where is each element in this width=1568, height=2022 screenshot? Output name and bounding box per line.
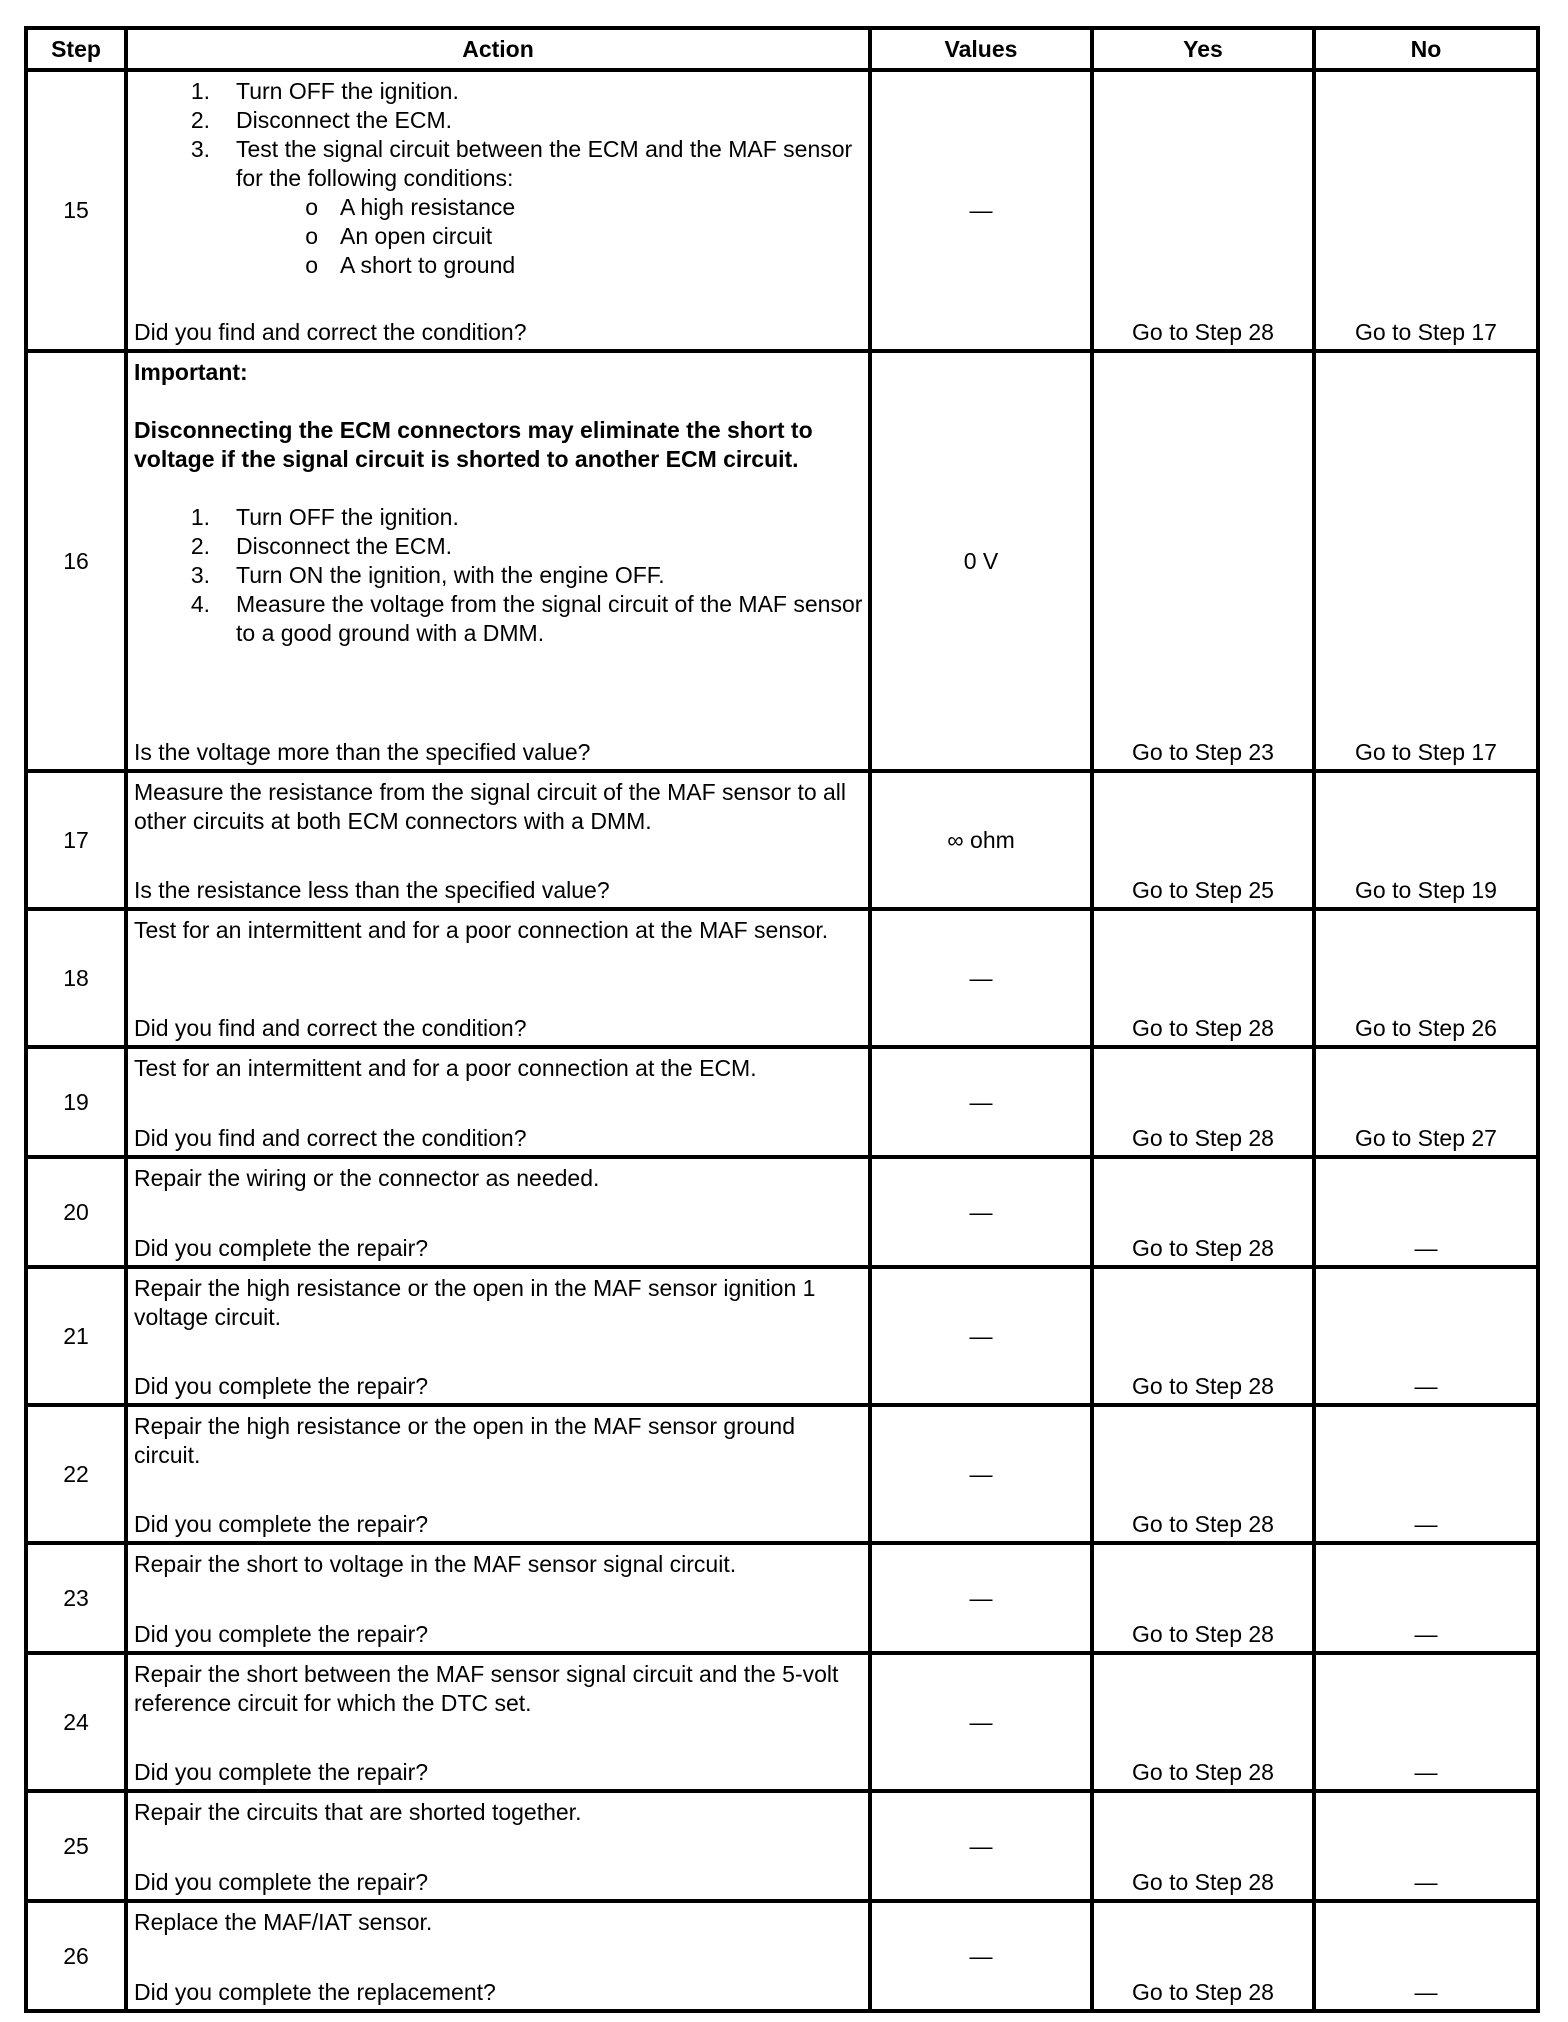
no-cell: —	[1314, 1405, 1538, 1543]
action-text: Repair the high resistance or the open in the MAF sensor ignition 1 voltage circuit.	[134, 1275, 816, 1330]
question-text: Did you find and correct the condition?	[134, 1015, 527, 1041]
action-cell	[126, 771, 870, 909]
header-values: Values	[870, 28, 1092, 70]
action-cell	[126, 1543, 870, 1653]
yes-cell: Go to Step 28	[1092, 1405, 1314, 1543]
value-cell: —	[870, 1047, 1092, 1157]
table-row-step-17	[26, 771, 1538, 909]
yes-cell: Go to Step 28	[1092, 1157, 1314, 1267]
table-row-step-23	[26, 1543, 1538, 1653]
table-row-step-19	[26, 1047, 1538, 1157]
table-row-step-16	[26, 351, 1538, 771]
list-item: o A short to ground	[305, 252, 516, 278]
value-cell: —	[870, 1653, 1092, 1791]
question-text: Is the voltage more than the specified value?	[134, 739, 591, 765]
yes-cell: Go to Step 28	[1092, 1791, 1314, 1901]
no-cell: —	[1314, 1653, 1538, 1791]
table-row-step-20	[26, 1157, 1538, 1267]
question-text: Did you complete the repair?	[134, 1869, 429, 1895]
conditions-list	[134, 193, 864, 280]
yes-cell: Go to Step 28	[1092, 1047, 1314, 1157]
table-row-step-22	[26, 1405, 1538, 1543]
table-row-step-25	[26, 1791, 1538, 1901]
action-text: Test for an intermittent and for a poor connection at the ECM.	[134, 1055, 757, 1081]
step-number: 24	[26, 1653, 126, 1791]
question-text: Did you complete the replacement?	[134, 1979, 496, 2005]
value-cell: —	[870, 1157, 1092, 1267]
action-cell	[126, 1405, 870, 1543]
action-cell	[126, 909, 870, 1047]
list-item: 3. Turn ON the ignition, with the engine OFF.	[190, 562, 665, 588]
step-number: 16	[26, 351, 126, 771]
action-cell	[126, 1791, 870, 1901]
question-text: Did you complete the repair?	[134, 1621, 429, 1647]
value-cell: —	[870, 70, 1092, 351]
table-row-step-26	[26, 1901, 1538, 2011]
list-item: 4. Measure the voltage from the signal circuit of the MAF sensor to a good ground with a DMM.	[190, 591, 863, 646]
action-cell	[126, 351, 870, 771]
yes-cell: Go to Step 25	[1092, 771, 1314, 909]
list-item: o An open circuit	[305, 223, 493, 249]
question-text: Did you complete the repair?	[134, 1759, 429, 1785]
no-cell: Go to Step 19	[1314, 771, 1538, 909]
question-text: Did you find and correct the condition?	[134, 1125, 527, 1151]
table-row-step-21	[26, 1267, 1538, 1405]
value-cell: —	[870, 1543, 1092, 1653]
no-cell: Go to Step 27	[1314, 1047, 1538, 1157]
step-number: 26	[26, 1901, 126, 2011]
step-number: 17	[26, 771, 126, 909]
header-yes: Yes	[1092, 28, 1314, 70]
action-text: Measure the resistance from the signal circuit of the MAF sensor to all other circuits at both ECM connectors with a DMM.	[134, 779, 847, 834]
no-cell: Go to Step 17	[1314, 70, 1538, 351]
table-row-step-24	[26, 1653, 1538, 1791]
important-note: Disconnecting the ECM connectors may eliminate the short to voltage if the signal circuit is shorted to another ECM circuit.	[134, 417, 813, 472]
no-cell: —	[1314, 1901, 1538, 2011]
action-cell	[126, 70, 870, 351]
list-item: 3. Test the signal circuit between the ECM and the MAF sensor for the following conditions:	[190, 136, 853, 191]
action-text: Test for an intermittent and for a poor connection at the MAF sensor.	[134, 917, 829, 943]
header-step: Step	[26, 28, 126, 70]
list-item: 2. Disconnect the ECM.	[190, 533, 453, 559]
value-cell: —	[870, 1267, 1092, 1405]
list-item: 1. Turn OFF the ignition.	[190, 504, 459, 530]
no-cell: —	[1314, 1267, 1538, 1405]
no-cell: —	[1314, 1157, 1538, 1267]
value-cell: —	[870, 1901, 1092, 2011]
no-cell: —	[1314, 1543, 1538, 1653]
procedure-list	[134, 503, 864, 648]
yes-cell: Go to Step 28	[1092, 1901, 1314, 2011]
question-text: Is the resistance less than the specified value?	[134, 877, 610, 903]
step-number: 15	[26, 70, 126, 351]
value-cell: ∞ ohm	[870, 771, 1092, 909]
step-number: 18	[26, 909, 126, 1047]
yes-cell: Go to Step 28	[1092, 1267, 1314, 1405]
important-label: Important:	[134, 359, 248, 385]
list-item: o A high resistance	[305, 194, 516, 220]
question-text: Did you complete the repair?	[134, 1373, 429, 1399]
action-text: Repair the short between the MAF sensor signal circuit and the 5-volt reference circuit for which the DTC set.	[134, 1661, 839, 1716]
action-cell	[126, 1901, 870, 2011]
step-number: 20	[26, 1157, 126, 1267]
yes-cell: Go to Step 28	[1092, 1653, 1314, 1791]
header-action: Action	[126, 28, 870, 70]
action-cell	[126, 1267, 870, 1405]
diagnostic-table	[24, 26, 1540, 2013]
list-item: 1. Turn OFF the ignition.	[190, 78, 459, 104]
question-text: Did you complete the repair?	[134, 1235, 429, 1261]
no-cell: —	[1314, 1791, 1538, 1901]
action-text: Repair the high resistance or the open in the MAF sensor ground circuit.	[134, 1413, 795, 1468]
action-text: Replace the MAF/IAT sensor.	[134, 1909, 433, 1935]
no-cell: Go to Step 17	[1314, 351, 1538, 771]
step-number: 23	[26, 1543, 126, 1653]
step-number: 22	[26, 1405, 126, 1543]
procedure-list	[134, 77, 864, 193]
yes-cell: Go to Step 28	[1092, 70, 1314, 351]
question-text: Did you complete the repair?	[134, 1511, 429, 1537]
value-cell: 0 V	[870, 351, 1092, 771]
yes-cell: Go to Step 23	[1092, 351, 1314, 771]
value-cell: —	[870, 1791, 1092, 1901]
step-number: 25	[26, 1791, 126, 1901]
header-row	[26, 28, 1538, 70]
no-cell: Go to Step 26	[1314, 909, 1538, 1047]
header-no: No	[1314, 28, 1538, 70]
list-item: 2. Disconnect the ECM.	[190, 107, 453, 133]
action-text: Repair the short to voltage in the MAF sensor signal circuit.	[134, 1551, 737, 1577]
table-row-step-15	[26, 70, 1538, 351]
question-text: Did you find and correct the condition?	[134, 319, 527, 345]
action-cell	[126, 1047, 870, 1157]
value-cell: —	[870, 1405, 1092, 1543]
action-cell	[126, 1157, 870, 1267]
step-number: 19	[26, 1047, 126, 1157]
yes-cell: Go to Step 28	[1092, 1543, 1314, 1653]
table-row-step-18	[26, 909, 1538, 1047]
yes-cell: Go to Step 28	[1092, 909, 1314, 1047]
step-number: 21	[26, 1267, 126, 1405]
value-cell: —	[870, 909, 1092, 1047]
action-text: Repair the wiring or the connector as needed.	[134, 1165, 600, 1191]
action-cell	[126, 1653, 870, 1791]
action-text: Repair the circuits that are shorted together.	[134, 1799, 582, 1825]
